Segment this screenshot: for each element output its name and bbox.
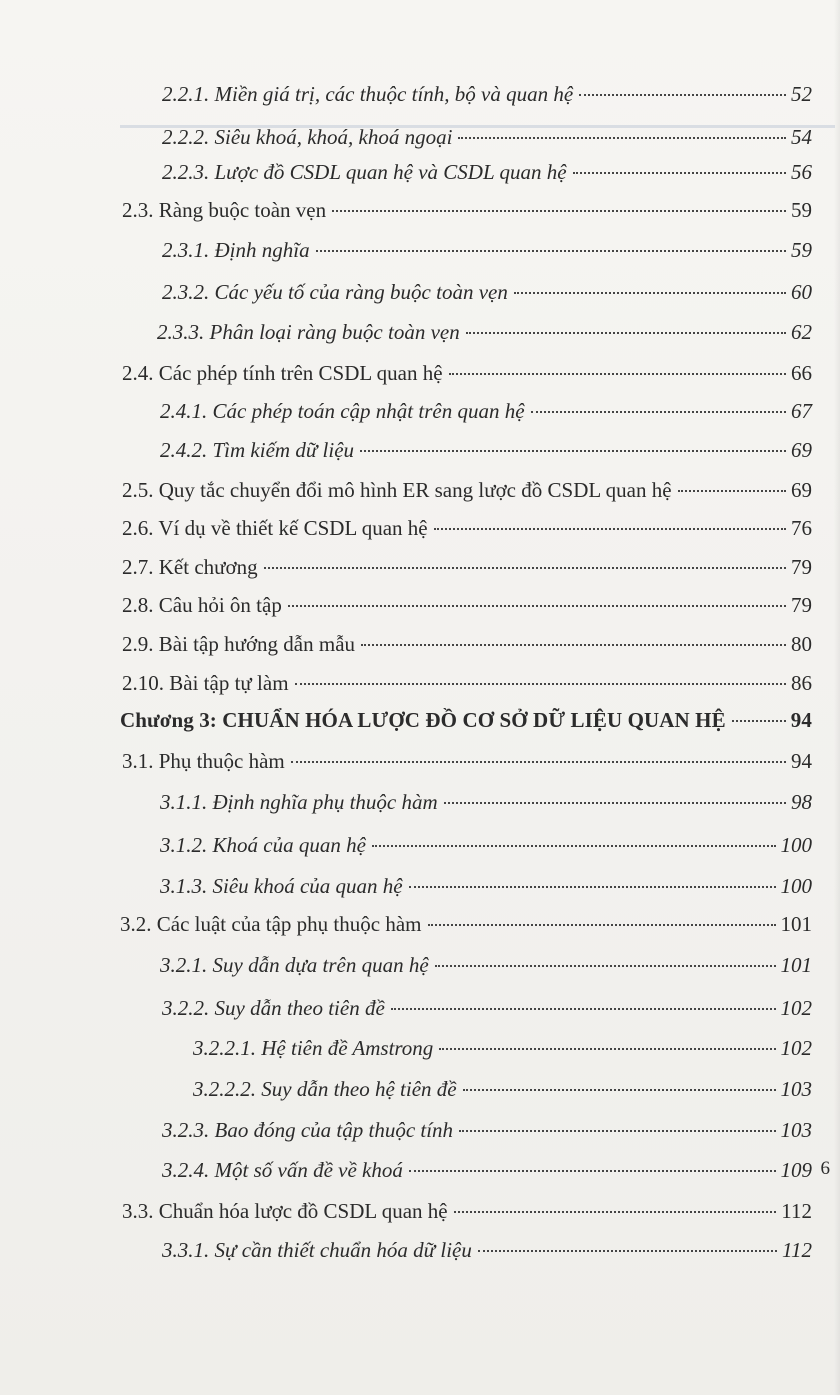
toc-leader-dots <box>295 683 786 685</box>
toc-page-number: 59 <box>791 238 812 262</box>
toc-leader-dots <box>316 250 786 252</box>
toc-entry-label: 2.8. Câu hỏi ôn tập <box>122 593 282 617</box>
toc-page-number: 109 <box>780 1158 812 1182</box>
toc-entry-label: 2.2.3. Lược đồ CSDL quan hệ và CSDL quan hệ <box>162 160 567 184</box>
toc-leader-dots <box>409 886 776 888</box>
toc-entry-label: 2.6. Ví dụ về thiết kế CSDL quan hệ <box>122 516 428 540</box>
toc-entry-label: 3.2.1. Suy dẫn dựa trên quan hệ <box>160 953 429 977</box>
toc-entry[interactable] <box>162 280 812 310</box>
toc-page-number: 86 <box>791 671 812 695</box>
toc-entry[interactable] <box>160 953 812 983</box>
toc-page-number: 102 <box>780 996 812 1020</box>
toc-leader-dots <box>478 1250 777 1252</box>
toc-leader-dots <box>678 490 786 492</box>
toc-page-number: 112 <box>782 1238 812 1262</box>
toc-leader-dots <box>459 1130 775 1132</box>
toc-leader-dots <box>391 1008 776 1010</box>
toc-entry-label: 2.2.1. Miền giá trị, các thuộc tính, bộ và quan hệ <box>162 82 574 106</box>
toc-leader-dots <box>531 411 786 413</box>
toc-entry-label: 3.2.4. Một số vấn đề về khoá <box>162 1158 403 1182</box>
toc-page-number: 79 <box>791 593 812 617</box>
toc-page-number: 103 <box>780 1118 812 1142</box>
toc-entry[interactable] <box>162 238 812 268</box>
toc-page-number: 94 <box>790 708 812 732</box>
toc-entry-label: 2.9. Bài tập hướng dẫn mẫu <box>122 632 356 656</box>
toc-entry[interactable] <box>160 790 812 820</box>
toc-entry[interactable] <box>157 320 812 350</box>
toc-entry[interactable] <box>122 632 812 662</box>
toc-entry[interactable] <box>162 160 812 190</box>
toc-entry-label: 3.2.3. Bao đóng của tập thuộc tính <box>162 1118 454 1142</box>
toc-entry-label: 3.3. Chuẩn hóa lược đồ CSDL quan hệ <box>122 1199 448 1223</box>
toc-entry[interactable] <box>162 1118 812 1148</box>
toc-leader-dots <box>360 450 786 452</box>
toc-page-number: 52 <box>791 82 812 106</box>
toc-leader-dots <box>579 94 786 96</box>
toc-entry-label: 2.3.1. Định nghĩa <box>162 238 310 262</box>
toc-leader-dots <box>514 292 786 294</box>
toc-entry[interactable] <box>160 438 812 468</box>
toc-leader-dots <box>454 1211 777 1213</box>
toc-leader-dots <box>332 210 786 212</box>
toc-leader-dots <box>732 720 786 722</box>
toc-page-number: 59 <box>791 198 812 222</box>
toc-entry-label: 2.3. Ràng buộc toàn vẹn <box>122 198 327 222</box>
toc-entry[interactable] <box>122 361 812 391</box>
toc-entry[interactable] <box>160 833 812 863</box>
toc-entry[interactable] <box>122 516 812 546</box>
toc-entry-label: 2.4.1. Các phép toán cập nhật trên quan hệ <box>160 399 525 423</box>
toc-entry[interactable] <box>162 1158 812 1188</box>
toc-entry-label: 3.2.2.2. Suy dẫn theo hệ tiên đề <box>193 1077 457 1101</box>
toc-leader-dots <box>466 332 786 334</box>
toc-leader-dots <box>435 965 776 967</box>
toc-page-number: 79 <box>791 555 812 579</box>
toc-entry-label: 2.3.2. Các yếu tố của ràng buộc toàn vẹn <box>162 280 508 304</box>
toc-page-number: 76 <box>791 516 812 540</box>
toc-leader-dots <box>449 373 786 375</box>
toc-entry-label: 2.5. Quy tắc chuyển đổi mô hình ER sang lược đồ CSDL quan hệ <box>122 478 672 502</box>
toc-entry-label: Chương 3: CHUẨN HÓA LƯỢC ĐỒ CƠ SỞ DỮ LIỆU QUAN HỆ <box>120 708 726 732</box>
toc-entry[interactable] <box>122 671 812 701</box>
toc-page-number: 54 <box>791 125 812 149</box>
toc-page-number: 62 <box>791 320 812 344</box>
toc-page-number: 60 <box>791 280 812 304</box>
toc-entry[interactable] <box>122 749 812 779</box>
page-number-footer: 6 <box>820 1158 830 1179</box>
toc-entry-label: 2.2.2. Siêu khoá, khoá, khoá ngoại <box>162 125 453 149</box>
toc-leader-dots <box>444 802 786 804</box>
toc-page-number: 56 <box>791 160 812 184</box>
toc-page-number: 98 <box>791 790 812 814</box>
toc-entry-label: 2.7. Kết chương <box>122 555 258 579</box>
toc-entry[interactable] <box>162 125 812 155</box>
toc-entry[interactable] <box>122 478 812 508</box>
toc-leader-dots <box>434 528 786 530</box>
toc-page-number: 100 <box>780 874 812 898</box>
toc-leader-dots <box>409 1170 776 1172</box>
toc-page-number: 69 <box>791 438 812 462</box>
toc-leader-dots <box>463 1089 776 1091</box>
toc-entry[interactable] <box>193 1077 812 1107</box>
toc-entry-label: 3.1.2. Khoá của quan hệ <box>160 833 366 857</box>
toc-entry-label: 3.1.1. Định nghĩa phụ thuộc hàm <box>160 790 438 814</box>
toc-entry-label: 2.4.2. Tìm kiếm dữ liệu <box>160 438 355 462</box>
toc-leader-dots <box>288 605 786 607</box>
toc-leader-dots <box>372 845 776 847</box>
toc-entry-label: 3.2. Các luật của tập phụ thuộc hàm <box>120 912 422 936</box>
toc-entry-label: 2.4. Các phép tính trên CSDL quan hệ <box>122 361 443 385</box>
toc-entry-label: 3.1.3. Siêu khoá của quan hệ <box>160 874 403 898</box>
toc-entry[interactable] <box>160 874 812 904</box>
toc-entry[interactable] <box>120 912 812 942</box>
toc-entry[interactable] <box>162 82 812 112</box>
toc-entry[interactable] <box>122 555 812 585</box>
toc-leader-dots <box>458 137 786 139</box>
toc-page-number: 103 <box>780 1077 812 1101</box>
toc-page-number: 94 <box>791 749 812 773</box>
toc-leader-dots <box>264 567 786 569</box>
toc-page-number: 66 <box>791 361 812 385</box>
toc-leader-dots <box>361 644 786 646</box>
toc-entry-label: 2.3.3. Phân loại ràng buộc toàn vẹn <box>157 320 460 344</box>
toc-entry[interactable] <box>162 1238 812 1268</box>
toc-page-number: 80 <box>791 632 812 656</box>
toc-entry[interactable] <box>122 593 812 623</box>
toc-entry-label: 3.2.2. Suy dẫn theo tiên đề <box>162 996 385 1020</box>
toc-entry[interactable] <box>162 996 812 1026</box>
toc-page-number: 102 <box>780 1036 812 1060</box>
toc-entry[interactable] <box>122 198 812 228</box>
toc-leader-dots <box>439 1048 775 1050</box>
toc-page-number: 112 <box>781 1199 812 1223</box>
toc-page-number: 100 <box>780 833 812 857</box>
toc-page-number: 69 <box>791 478 812 502</box>
toc-entry-label: 3.3.1. Sự cần thiết chuẩn hóa dữ liệu <box>162 1238 472 1262</box>
toc-entry-label: 3.1. Phụ thuộc hàm <box>122 749 285 773</box>
toc-leader-dots <box>428 924 776 926</box>
toc-entry[interactable] <box>160 399 812 429</box>
toc-entry-label: 2.10. Bài tập tự làm <box>122 671 289 695</box>
toc-leader-dots <box>291 761 786 763</box>
page-edge-shadow <box>834 0 840 1395</box>
toc-page-number: 67 <box>791 399 812 423</box>
toc-page-number: 101 <box>780 912 812 936</box>
toc-leader-dots <box>573 172 786 174</box>
toc-page-number: 101 <box>780 953 812 977</box>
toc-entry-label: 3.2.2.1. Hệ tiên đề Amstrong <box>193 1036 434 1060</box>
toc-chapter-entry[interactable] <box>120 708 812 738</box>
toc-entry[interactable] <box>122 1199 812 1229</box>
toc-entry[interactable] <box>193 1036 812 1066</box>
